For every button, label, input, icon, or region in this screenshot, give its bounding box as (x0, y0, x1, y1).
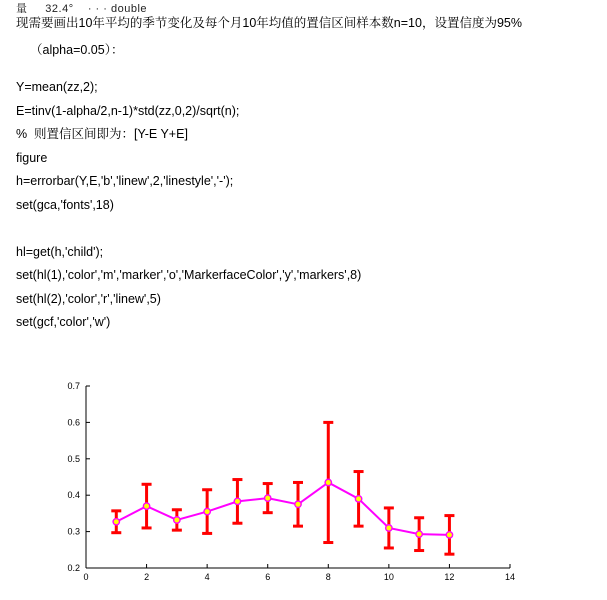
code-line: E=tinv(1-alpha/2,n-1)*std(zz,0,2)/sqrt(n); (16, 103, 240, 118)
code-line: set(gca,'fonts',18) (16, 197, 114, 212)
code-line: set(gcf,'color','w') (16, 315, 111, 329)
svg-text:0.7: 0.7 (67, 381, 80, 391)
series-markers (113, 479, 453, 538)
svg-text:8: 8 (325, 572, 331, 582)
code-line: % 则置信区间即为：[Y-E Y+E] (16, 127, 188, 141)
code-blank-line (16, 217, 594, 241)
code-line: set(hl(2),'color','r','linew',5) (16, 291, 161, 306)
svg-text:4: 4 (204, 572, 210, 582)
axes (86, 386, 510, 568)
code-line: set(hl(1),'color','m','marker','o','MarkerfaceColor','y','markers',8) (16, 268, 362, 282)
code-line: hl=get(h,'child'); (16, 244, 104, 259)
prose-block (16, 12, 594, 66)
paragraph: 现需要画出10年平均的季节变化及每个月10年均值的置信区间样本数n=10，设置信度为95% (16, 16, 522, 30)
svg-text:12: 12 (444, 572, 455, 582)
paragraph: （alpha=0.05）： (30, 43, 124, 57)
clipped-top-text: 量 32.4° · · · double (16, 3, 148, 15)
svg-text:0: 0 (83, 572, 89, 582)
errorbar-figure (48, 378, 518, 590)
svg-text:0.3: 0.3 (67, 526, 80, 537)
tick-labels (67, 381, 515, 582)
code-block (16, 76, 594, 335)
svg-text:0.5: 0.5 (67, 453, 80, 464)
series-line (116, 482, 449, 534)
svg-text:6: 6 (265, 572, 271, 582)
svg-text:0.4: 0.4 (67, 490, 80, 501)
code-line: Y=mean(zz,2); (16, 80, 98, 94)
code-line: figure (16, 150, 48, 165)
svg-text:10: 10 (383, 572, 394, 582)
svg-text:0.6: 0.6 (67, 417, 80, 428)
svg-text:0.2: 0.2 (67, 563, 80, 573)
svg-text:14: 14 (504, 572, 516, 582)
plot-canvas (48, 378, 518, 590)
svg-text:2: 2 (144, 572, 150, 582)
code-line: h=errorbar(Y,E,'b','linew',2,'linestyle','-'); (16, 174, 234, 188)
error-bars (111, 422, 454, 554)
